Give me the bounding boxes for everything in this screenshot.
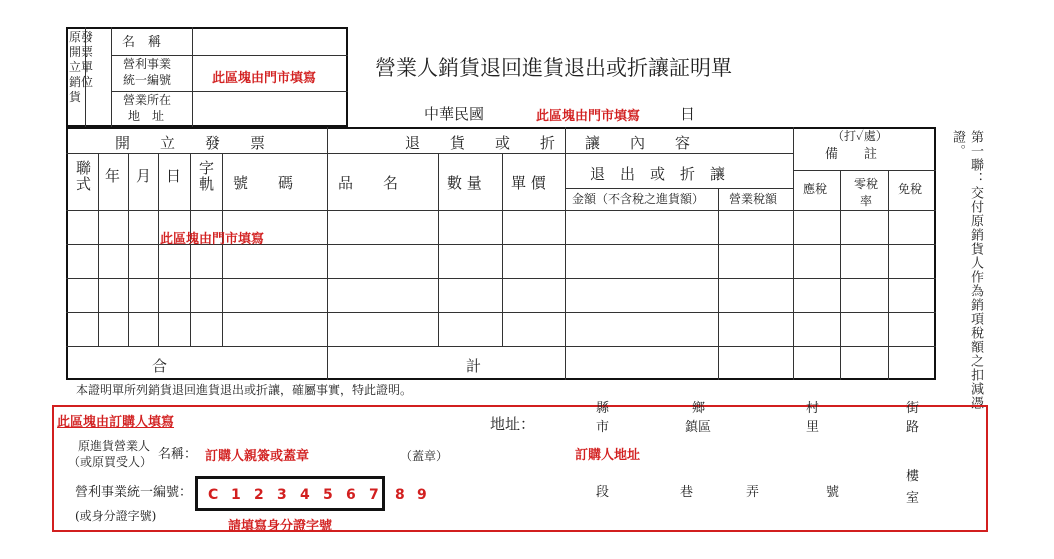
page-title: 營業人銷貨退回進貨退出或折讓証明單: [375, 56, 732, 80]
address-label: 地址：: [490, 415, 536, 433]
declaration: 本證明單所列銷貨退回進貨退出或折讓，確屬事實，特此證明。: [76, 383, 413, 397]
divider: [502, 153, 503, 346]
addr-road: 路: [906, 420, 920, 435]
copy-note: 第一聯：交付原銷貨人作為銷項稅額之扣減憑證。: [950, 130, 983, 410]
divider: [190, 153, 191, 346]
divider: [840, 170, 841, 380]
divider: [565, 127, 566, 380]
id-overlay-note: 請填寫身分證字號: [228, 519, 333, 534]
divider: [111, 27, 112, 127]
header-check-mark: （打✓處）: [832, 129, 888, 143]
address-overlay-note[interactable]: 訂購人地址: [575, 448, 641, 463]
col-day: 日: [166, 167, 182, 185]
col-zigui: 字軌: [197, 160, 215, 192]
col-lianshi: 聯式: [74, 160, 92, 192]
divider: [158, 153, 159, 346]
divider: [718, 188, 719, 380]
divider: [98, 153, 99, 346]
id-label: 營利事業統一編號：: [75, 485, 193, 500]
divider: [128, 153, 129, 346]
date-overlay-note: 此區塊由門市填寫: [536, 109, 641, 124]
addr-floor: 樓: [906, 469, 920, 484]
addr-lane: 巷: [680, 485, 694, 500]
col-tax: 營業稅額: [729, 192, 778, 206]
col-month: 月: [136, 167, 152, 185]
id-extra-digits: 8 9: [395, 487, 427, 503]
col-zero-rate: 零稅率: [853, 177, 878, 208]
addr-city: 市: [596, 420, 610, 435]
issuer-addr-label-2: 地 址: [128, 109, 165, 123]
issuer-name-label: 名 稱: [122, 35, 162, 50]
header-invoice-group: 開 立 發 票: [115, 134, 266, 152]
col-taxable: 應稅: [803, 182, 828, 196]
divider: [66, 312, 936, 313]
addr-alley: 弄: [746, 485, 760, 500]
name-label: 名稱：: [158, 447, 198, 462]
addr-room: 室: [906, 491, 920, 506]
orig-buyer-label-2: （或原買受人）: [68, 455, 153, 469]
divider: [66, 278, 936, 279]
divider: [66, 153, 565, 154]
id-chars: C 1 2 3 4 5 6 7: [208, 487, 379, 503]
addr-li: 里: [806, 420, 820, 435]
date-era: 中華民國: [424, 105, 485, 123]
divider: [66, 210, 936, 211]
name-overlay-note[interactable]: 訂購人親簽或蓋章: [205, 449, 310, 464]
addr-village: 村: [806, 401, 820, 416]
issuer-side-label: 原發 開票 立單 銷位 貨: [69, 30, 94, 104]
total-left: 合: [152, 357, 168, 375]
divider: [888, 170, 889, 380]
header-remarks: 備 註: [825, 147, 878, 162]
addr-section: 段: [596, 485, 610, 500]
col-item: 品 名: [338, 174, 399, 192]
divider: [66, 346, 936, 347]
col-qty: 數 量: [447, 174, 482, 192]
divider: [111, 91, 348, 92]
id-sublabel: (或身分證字號): [75, 509, 157, 523]
col-number: 號 碼: [233, 174, 294, 192]
seal-label: （蓋章）: [400, 449, 449, 463]
divider: [327, 127, 328, 380]
issuer-id-label-2: 統一編號: [123, 73, 172, 87]
date-day: 日: [680, 105, 696, 123]
divider: [565, 153, 793, 154]
divider: [793, 170, 936, 171]
orig-buyer-label-1: 原進貨營業人: [78, 439, 151, 453]
col-amount: 金額（不含稅之進貨額）: [572, 192, 705, 206]
header-return-group: 退 貨 或 折 讓 內 容: [405, 134, 691, 152]
divider: [111, 55, 348, 56]
divider: [222, 153, 223, 346]
issuer-id-label-1: 營利事業: [123, 57, 172, 71]
addr-town-district: 鎮區: [685, 420, 712, 435]
addr-township: 鄉: [692, 401, 706, 416]
addr-number: 號: [826, 485, 840, 500]
addr-county: 縣: [596, 401, 610, 416]
divider: [438, 153, 439, 346]
total-right: 計: [466, 357, 482, 375]
addr-street: 街: [906, 401, 920, 416]
col-return: 退 出 或 折 讓: [590, 165, 726, 183]
col-price: 單 價: [511, 174, 546, 192]
table-overlay-note: 此區塊由門市填寫: [160, 232, 265, 247]
issuer-overlay-note: 此區塊由門市填寫: [212, 71, 317, 86]
col-year: 年: [105, 167, 121, 185]
issuer-addr-label-1: 營業所在: [123, 93, 172, 107]
divider: [793, 127, 794, 380]
buyer-overlay-note: 此區塊由訂購人填寫: [57, 415, 175, 430]
col-exempt: 免稅: [898, 182, 923, 196]
divider: [565, 188, 793, 189]
divider: [192, 27, 193, 127]
